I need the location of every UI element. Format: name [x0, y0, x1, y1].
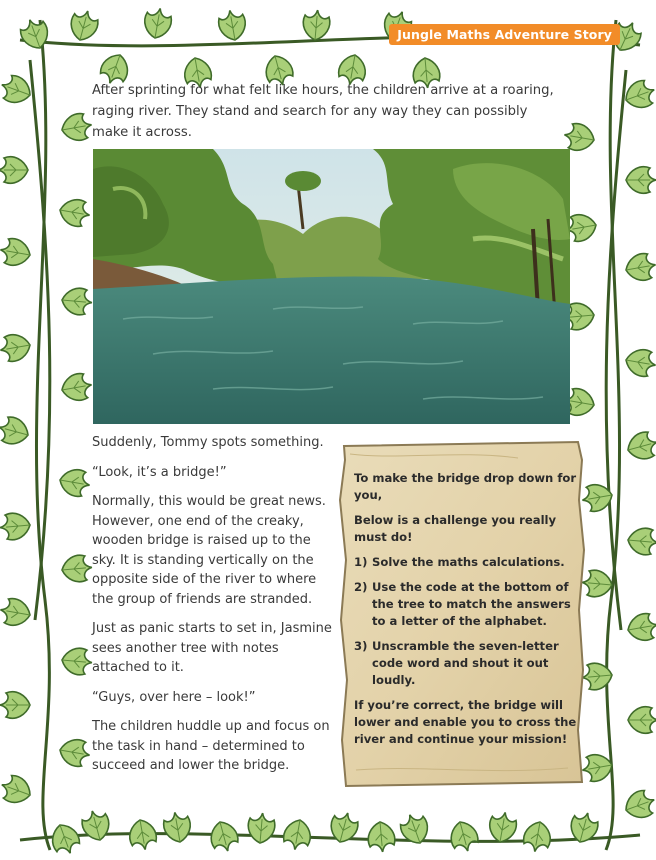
step-number: 1)	[354, 555, 368, 569]
challenge-text	[354, 470, 580, 756]
story-paragraph: Suddenly, Tommy spots something.	[92, 435, 324, 450]
jungle-river-illustration	[93, 149, 570, 424]
challenge-lead-2: Below is a challenge you really must do!	[354, 513, 557, 544]
challenge-step	[354, 579, 580, 630]
story-paragraph: The children huddle up and focus on the task in hand – determined to succeed and lower the bridge.	[92, 719, 330, 773]
challenge-steps	[354, 554, 580, 689]
step-number: 3)	[354, 639, 368, 653]
worksheet-title-badge: Jungle Maths Adventure Story	[389, 24, 620, 45]
story-paragraph: Normally, this would be great news. However, one end of the creaky, wooden bridge is raised up to the sky. It is standing vertically on the opposite side of the river to where the group of friends are stranded.	[92, 494, 326, 607]
step-text: Solve the maths calculations.	[372, 555, 565, 569]
challenge-lead-1: To make the bridge drop down for you,	[354, 471, 577, 502]
story-paragraph: Just as panic starts to set in, Jasmine sees another tree with notes attached to it.	[92, 621, 332, 675]
step-number: 2)	[354, 580, 368, 594]
intro-paragraph: After sprinting for what felt like hours, the children arrive at a roaring, raging river. They stand and search for any way they can possibly make it across.	[92, 83, 554, 140]
challenge-step	[354, 638, 580, 689]
challenge-step	[354, 554, 580, 571]
story-paragraph: “Guys, over here – look!”	[92, 689, 256, 705]
story-paragraph: “Look, it’s a bridge!”	[92, 464, 227, 480]
step-text: Unscramble the seven-letter code word and shout it out loudly.	[372, 639, 559, 687]
challenge-closing: If you’re correct, the bridge will lower and enable you to cross the river and continue your mission!	[354, 698, 577, 746]
step-text: Use the code at the bottom of the tree to match the answers to a letter of the alphabet.	[372, 580, 571, 628]
story-text	[92, 433, 332, 786]
challenge-note	[338, 440, 586, 788]
